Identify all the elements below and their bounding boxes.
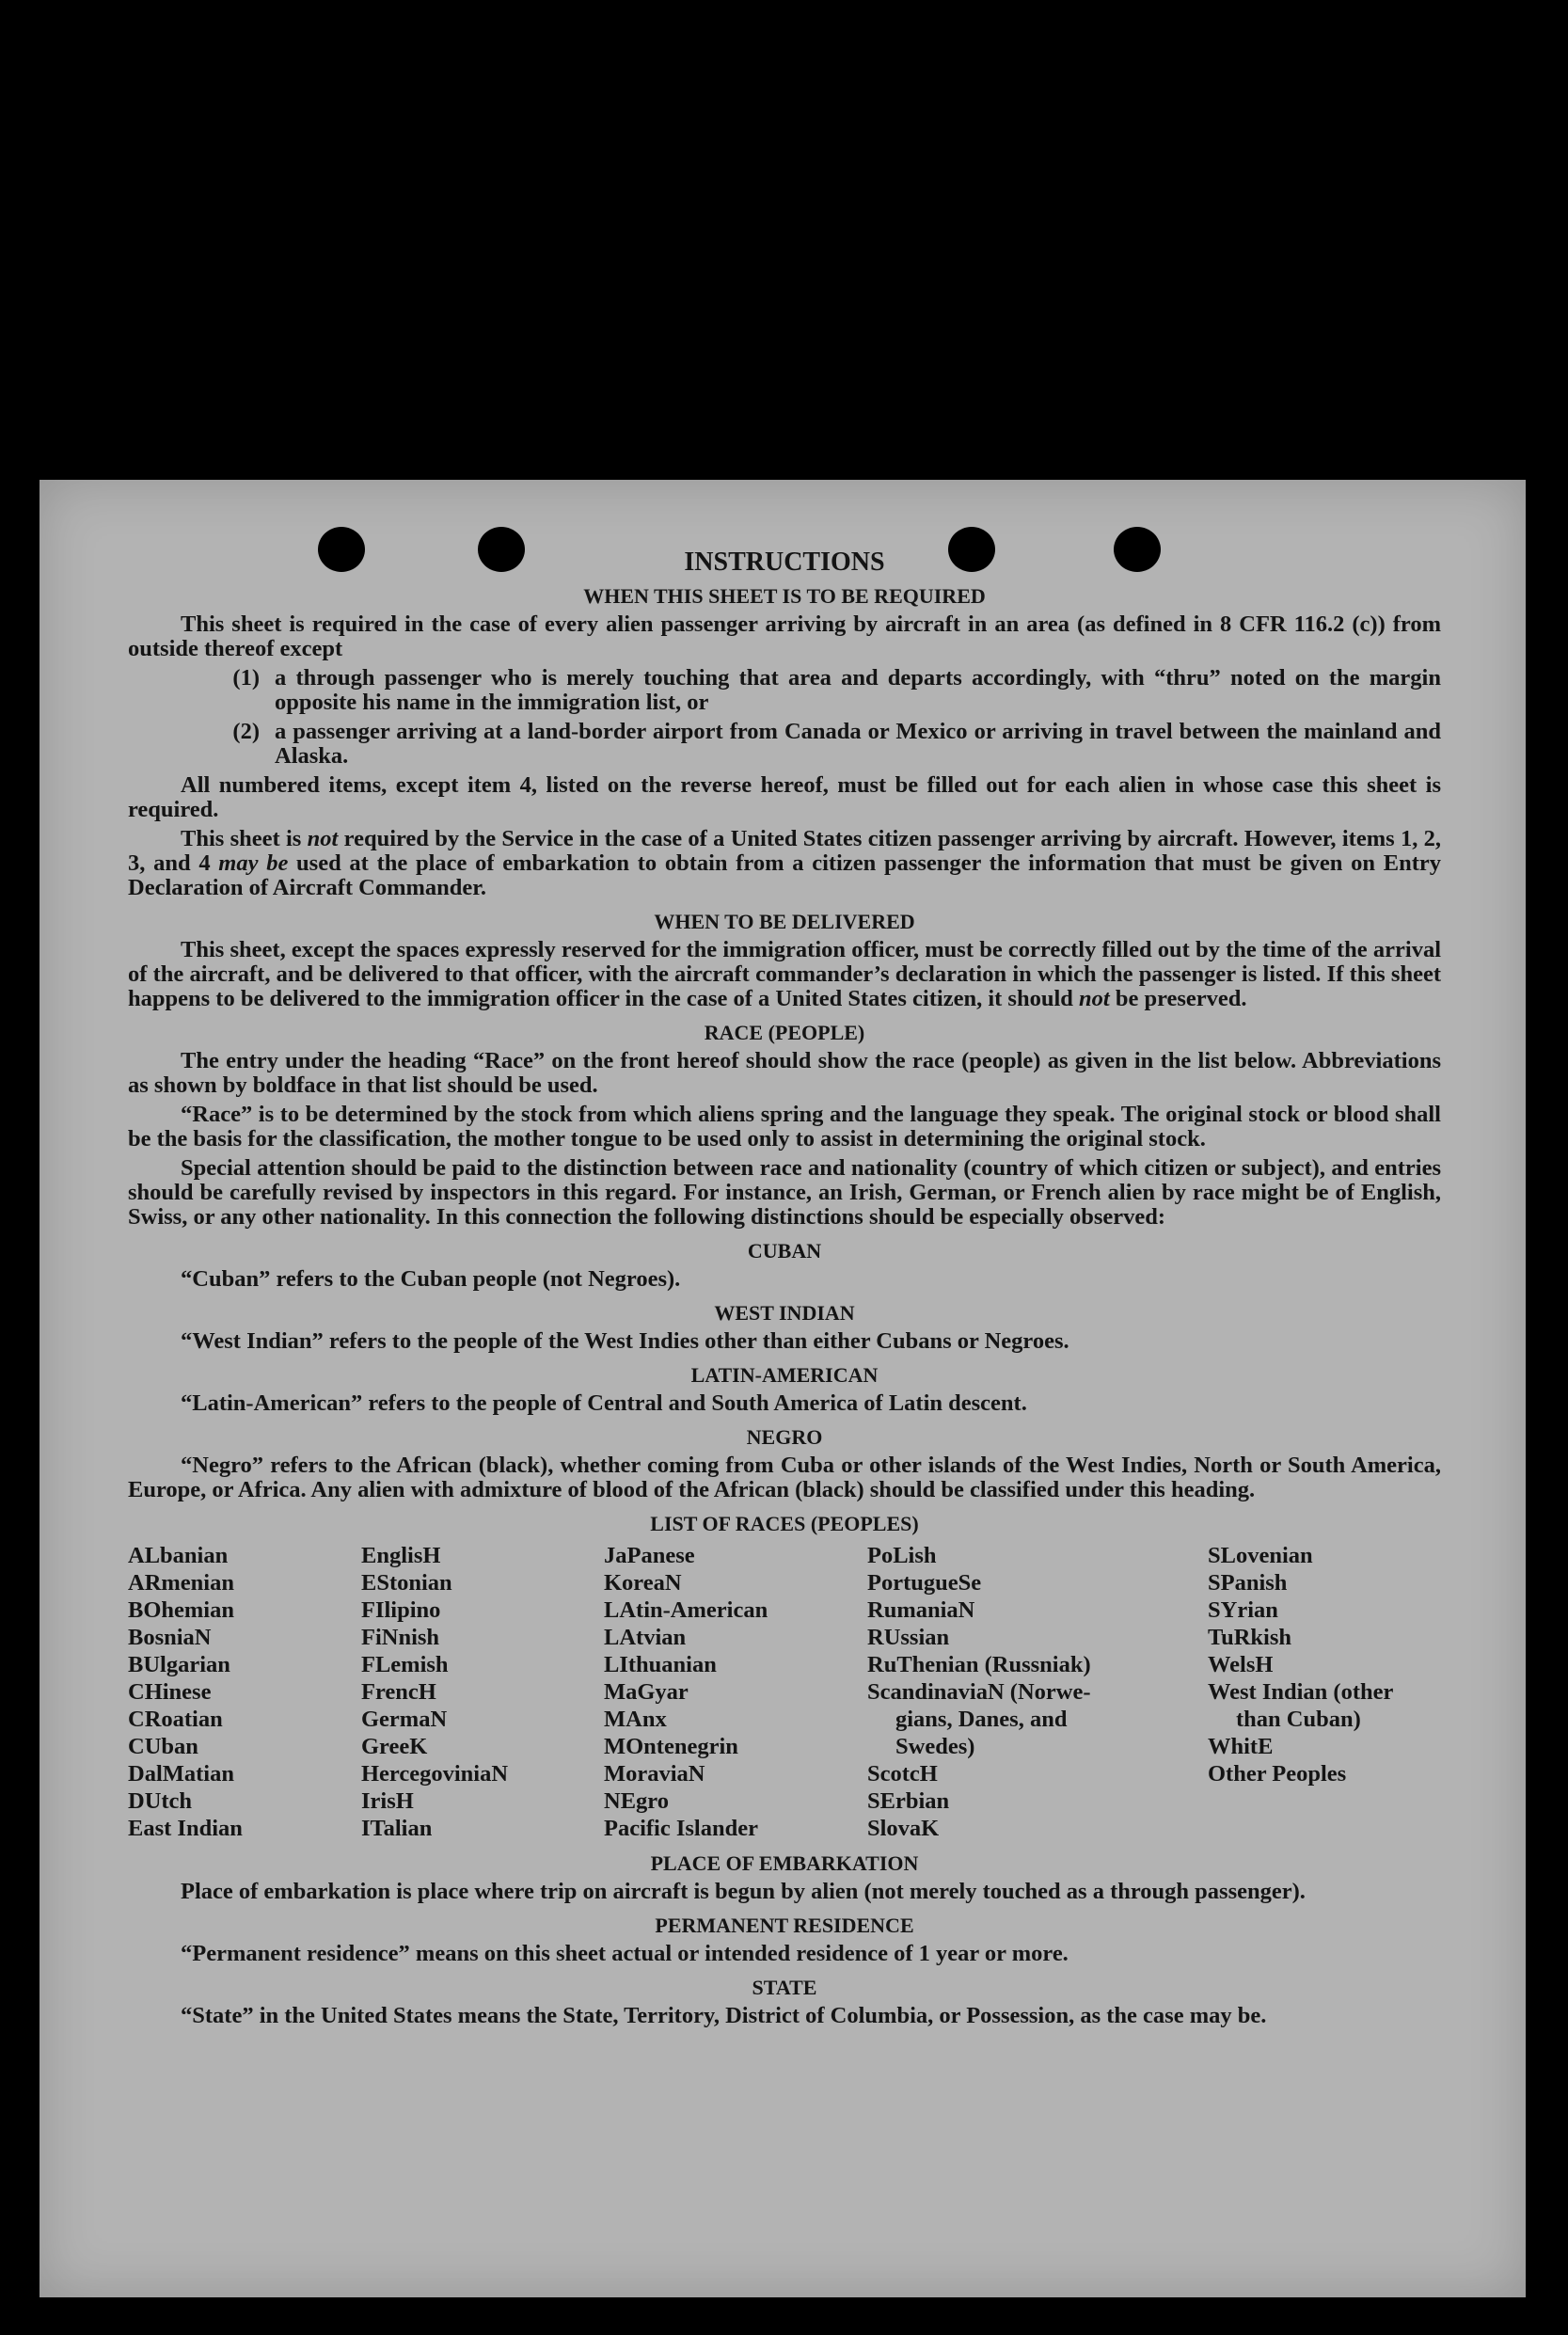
race-entry: MAnx (604, 1707, 667, 1732)
race-entry: IrisH (361, 1788, 414, 1814)
race-entry: GermaN (361, 1707, 448, 1732)
races-column-5 (1208, 1542, 1441, 1842)
required-p1-bold: This sheet is required in the case of every alien passenger arriving by aircraft in an area (as defined in 8 CFR 116.2 (c)) (181, 612, 1386, 637)
race-entry: BosniaN (128, 1625, 212, 1650)
instructions-content (128, 550, 1441, 2033)
section-heading-state: STATE (752, 1976, 817, 1999)
race-entry: SErbian (867, 1788, 950, 1814)
race-entry: gians, Danes, and (895, 1707, 1068, 1732)
race-entry: CHinese (128, 1679, 212, 1705)
section-heading-embarkation: PLACE OF EMBARKATION (650, 1851, 919, 1875)
p3-part: This sheet is (181, 826, 308, 851)
race-entry: MOntenegrin (604, 1734, 738, 1759)
exception-text: a passenger arriving at a land-border airport from Canada or Mexico or arriving in travel between the mainland and Alaska. (275, 719, 1441, 769)
race-entry: BOhemian (128, 1597, 234, 1623)
section-heading-race: RACE (PEOPLE) (704, 1021, 865, 1044)
state-text: “State” in the United States means the State, Territory, District of Columbia, or Possession, as the case may be. (181, 2003, 1267, 2028)
delivered-italic: not (1079, 986, 1110, 1011)
section-heading-negro: NEGRO (746, 1425, 823, 1449)
race-entry: HercegoviniaN (361, 1761, 509, 1787)
exception-number: (1) (232, 665, 260, 691)
race-entry: RuThenian (Russniak) (867, 1652, 1091, 1677)
race-entry: than Cuban) (1236, 1707, 1361, 1732)
section-heading-west-indian: WEST INDIAN (714, 1301, 855, 1325)
race-entry: ALbanian (128, 1543, 229, 1568)
exception-item-2 (128, 720, 1441, 769)
section-heading-races-list: LIST OF RACES (PEOPLES) (650, 1512, 919, 1535)
section-heading-required: WHEN THIS SHEET IS TO BE REQUIRED (583, 584, 986, 608)
race-entry: KoreaN (604, 1570, 682, 1596)
p3-italic: may be (218, 850, 289, 876)
race-entry: SYrian (1208, 1597, 1278, 1623)
race-entry: DalMatian (128, 1761, 234, 1787)
race-entry: DUtch (128, 1788, 193, 1814)
race-entry: PortugueSe (867, 1570, 982, 1596)
race-entry: FLemish (361, 1652, 449, 1677)
document-sheet (40, 480, 1526, 2297)
page-title: INSTRUCTIONS (684, 548, 885, 577)
section-heading-latin-american: LATIN-AMERICAN (690, 1363, 879, 1387)
race-entry: MoraviaN (604, 1761, 705, 1787)
section-heading-delivered: WHEN TO BE DELIVERED (654, 910, 915, 933)
race-entry: RumaniaN (867, 1597, 975, 1623)
race-entry: FIlipino (361, 1597, 441, 1623)
exception-text: a through passenger who is merely touching that area and departs accordingly, with “thru” noted on the margin opposite his name in the immigration list, or (275, 665, 1441, 715)
race-entry: EnglisH (361, 1543, 441, 1568)
race-paragraph-2: “Race” is to be determined by the stock from which aliens spring and the language they speak. The original stock or blood shall be the basis for the classification, the mother tongue to be used only to assist in determining the original stock. (128, 1102, 1441, 1152)
race-paragraph-1: The entry under the heading “Race” on the front hereof should show the race (people) as given in the list below. Abbreviations as shown by boldface in that list should be used. (128, 1048, 1441, 1098)
races-column-3 (604, 1542, 867, 1842)
delivered-part: be preserved. (1109, 986, 1247, 1011)
race-entry: ScandinaviaN (Norwe- (867, 1679, 1091, 1705)
delivered-part: This sheet, except the spaces expressly reserved for the immigration officer, must be correctly filled out by the time of the arrival of the aircraft, and be delivered to that officer, with the aircraft commander’s declaration in which the passenger is listed. If this sheet happens to be delivered to the immigration officer in the case of a United States citizen, it should (128, 937, 1441, 1011)
section-heading-cuban: CUBAN (747, 1239, 822, 1263)
race-entry: Pacific Islander (604, 1816, 758, 1841)
race-entry: East Indian (128, 1816, 243, 1841)
race-entry: BUlgarian (128, 1652, 230, 1677)
race-entry: WelsH (1208, 1652, 1274, 1677)
p3-part: used at the place of embarkation to obtain from a citizen passenger the information that must be given on Entry Declaration of Aircraft Commander. (128, 850, 1441, 900)
race-entry: ScotcH (867, 1761, 938, 1787)
race-entry: CUban (128, 1734, 198, 1759)
race-entry: ITalian (361, 1816, 433, 1841)
races-column-2 (361, 1542, 604, 1842)
races-column-1 (128, 1542, 361, 1842)
cuban-text: “Cuban” refers to the Cuban people (not Negroes). (181, 1266, 681, 1292)
race-entry: FrencH (361, 1679, 436, 1705)
race-entry: SPanish (1208, 1570, 1288, 1596)
section-heading-residence: PERMANENT RESIDENCE (655, 1914, 914, 1937)
exception-number: (2) (232, 719, 260, 744)
required-paragraph-2: All numbered items, except item 4, listed on the reverse hereof, must be filled out for each alien in whose case this sheet is required. (128, 772, 1441, 822)
race-entry: NEgro (604, 1788, 669, 1814)
p3-part: required by the Service in the case of a United States citizen passenger arriving by aircraft. However, items 1, 2, 3, and 4 (128, 826, 1441, 876)
race-entry: LAtvian (604, 1625, 687, 1650)
required-p1-rest: from outside thereof except (128, 612, 1441, 661)
delivered-paragraph (128, 938, 1441, 1011)
race-entry: CRoatian (128, 1707, 223, 1732)
race-paragraph-3: Special attention should be paid to the distinction between race and nationality (country of which citizen or subject), and entries should be carefully revised by inspectors in this regard. For instance, an Irish, German, or French alien by race might be of English, Swiss, or any other nationality. In this connection the following distinctions should be especially observed: (128, 1155, 1441, 1230)
p3-italic: not (307, 826, 339, 851)
west-indian-text: “West Indian” refers to the people of the West Indies other than either Cubans or Negroes. (181, 1328, 1069, 1354)
race-entry: Other Peoples (1208, 1761, 1347, 1787)
race-entry: JaPanese (604, 1543, 695, 1568)
required-paragraph-1 (128, 612, 1441, 661)
race-entry: PoLish (867, 1543, 937, 1568)
race-entry: SlovaK (867, 1816, 940, 1841)
race-entry: MaGyar (604, 1679, 689, 1705)
required-paragraph-3 (128, 827, 1441, 900)
latin-american-text: “Latin-American” refers to the people of Central and South America of Latin descent. (181, 1390, 1027, 1416)
race-entry: SLovenian (1208, 1543, 1313, 1568)
race-entry: ARmenian (128, 1570, 234, 1596)
race-entry: LIthuanian (604, 1652, 717, 1677)
race-entry: Swedes) (895, 1734, 975, 1759)
races-list (128, 1542, 1441, 1842)
races-column-4 (867, 1542, 1208, 1842)
race-entry: EStonian (361, 1570, 452, 1596)
race-entry: FiNnish (361, 1625, 440, 1650)
race-entry: GreeK (361, 1734, 428, 1759)
race-entry: West Indian (other (1208, 1679, 1394, 1705)
race-entry: WhitE (1208, 1734, 1274, 1759)
race-entry: LAtin-American (604, 1597, 768, 1623)
negro-text: “Negro” refers to the African (black), whether coming from Cuba or other islands of the West Indies, North or South America, Europe, or Africa. Any alien with admixture of blood of the African (black) should be classified under this heading. (128, 1453, 1441, 1502)
embarkation-text: Place of embarkation is place where trip on aircraft is begun by alien (not merely touched as a through passenger). (181, 1879, 1306, 1904)
race-entry: TuRkish (1208, 1625, 1292, 1650)
exception-item-1 (128, 666, 1441, 715)
race-entry: RUssian (867, 1625, 950, 1650)
residence-text: “Permanent residence” means on this sheet actual or intended residence of 1 year or more. (181, 1941, 1069, 1966)
